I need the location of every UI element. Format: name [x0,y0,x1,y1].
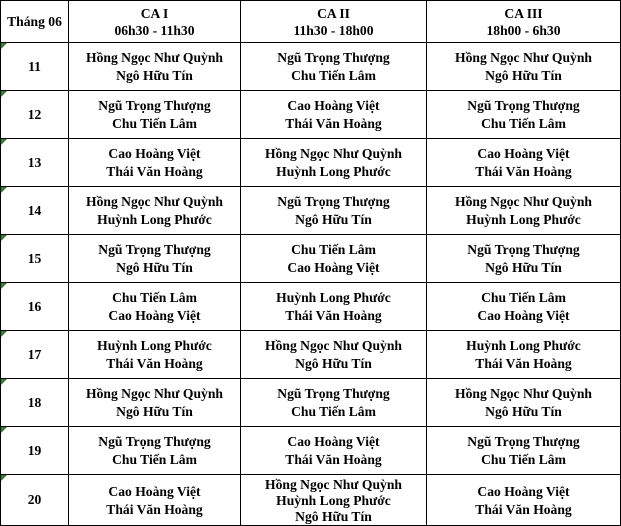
staff-list [69,385,240,421]
shift-time: 11h30 - 18h00 [293,22,374,38]
staff-name: Chu Tiến Lâm [481,115,566,131]
staff-list [241,241,426,277]
shift-cell [241,283,427,331]
shift-cell [427,91,621,139]
staff-list [241,433,426,469]
staff-name: Hồng Ngọc Như Quỳnh [265,145,402,161]
staff-list [241,49,426,85]
staff-name: Hồng Ngọc Như Quỳnh [86,193,223,209]
staff-list [69,337,240,373]
staff-name: Cao Hoàng Việt [108,307,201,323]
shift-cell [69,139,241,187]
day-cell [1,475,69,526]
shift-cell [69,475,241,526]
staff-name: Ngũ Trọng Thượng [98,241,211,257]
staff-list [69,193,240,229]
table-row [1,43,621,91]
shift-name: CA III [504,5,543,21]
staff-list [241,193,426,229]
day-cell [1,139,69,187]
staff-list [69,241,240,277]
staff-name: Ngô Hữu Tín [485,259,562,275]
staff-name: Thái Văn Hoàng [475,502,572,517]
shift-cell [69,43,241,91]
staff-name: Thái Văn Hoàng [285,451,382,467]
staff-name: Hồng Ngọc Như Quỳnh [455,49,592,65]
staff-name: Thái Văn Hoàng [285,307,382,323]
shift-cell [427,235,621,283]
staff-name: Thái Văn Hoàng [285,115,382,131]
shift-cell [69,91,241,139]
comment-marker-icon [1,379,7,385]
staff-list [69,145,240,181]
staff-name: Hồng Ngọc Như Quỳnh [455,385,592,401]
staff-name: Hồng Ngọc Như Quỳnh [86,49,223,65]
staff-list [241,337,426,373]
shift-cell [241,331,427,379]
staff-list [427,193,620,229]
comment-marker-icon [1,91,7,97]
table-row [1,475,621,526]
staff-name: Ngô Hữu Tín [485,403,562,419]
day-number: 20 [27,492,42,507]
table-row [1,139,621,187]
shift-cell [69,427,241,475]
day-number: 11 [28,58,41,74]
shift-cell [427,427,621,475]
schedule-body [1,43,621,526]
staff-name: Ngũ Trọng Thượng [98,433,211,449]
shift-cell [241,43,427,91]
shift-cell [427,331,621,379]
shift-cell [241,379,427,427]
staff-name: Chu Tiến Lâm [112,289,197,305]
shift-cell [427,475,621,526]
day-number: 13 [27,154,42,170]
staff-name: Cao Hoàng Việt [477,484,570,499]
comment-marker-icon [1,139,7,145]
comment-marker-icon [1,427,7,433]
staff-list [69,483,240,519]
staff-name: Hồng Ngọc Như Quỳnh [86,385,223,401]
staff-name: Ngũ Trọng Thượng [467,97,580,113]
staff-name: Cao Hoàng Việt [287,433,380,449]
staff-name: Ngũ Trọng Thượng [277,193,390,209]
table-row [1,427,621,475]
staff-name: Huỳnh Long Phước [276,493,391,508]
staff-name: Chu Tiến Lâm [481,451,566,467]
staff-list [427,241,620,277]
month-header: Tháng 06 [1,1,69,43]
shift-header-3 [427,1,621,43]
shift-cell [427,187,621,235]
staff-list [69,49,240,85]
staff-name: Huỳnh Long Phước [276,163,391,179]
day-number: 19 [27,442,42,458]
staff-list [241,477,426,525]
staff-name: Chu Tiến Lâm [112,115,197,131]
staff-list [427,337,620,373]
day-cell [1,235,69,283]
shift-name: CA I [140,5,169,21]
staff-name: Cao Hoàng Việt [108,145,201,161]
staff-list [427,49,620,85]
staff-list [241,145,426,181]
comment-marker-icon [1,187,7,193]
staff-name: Huỳnh Long Phước [466,337,581,353]
day-number: 17 [27,346,42,362]
staff-name: Thái Văn Hoàng [475,355,572,371]
staff-name: Ngô Hữu Tín [295,355,372,371]
comment-marker-icon [1,283,7,289]
comment-marker-icon [1,475,7,481]
shift-time: 06h30 - 11h30 [114,22,195,38]
day-cell [1,283,69,331]
shift-cell [427,139,621,187]
table-row [1,331,621,379]
staff-name: Ngô Hữu Tín [116,67,193,83]
staff-name: Huỳnh Long Phước [97,337,212,353]
shift-cell [427,283,621,331]
day-cell [1,331,69,379]
staff-list [69,97,240,133]
shift-header-1 [69,1,241,43]
staff-name: Hồng Ngọc Như Quỳnh [265,477,402,492]
shift-cell [69,235,241,283]
staff-name: Hồng Ngọc Như Quỳnh [455,193,592,209]
day-number: 14 [27,202,42,218]
staff-list [241,385,426,421]
shift-cell [241,427,427,475]
day-number: 12 [27,106,42,122]
shift-cell [69,379,241,427]
shift-cell [241,91,427,139]
staff-name: Thái Văn Hoàng [475,163,572,179]
staff-name: Ngô Hữu Tín [116,259,193,275]
staff-name: Ngô Hữu Tín [485,67,562,83]
shift-cell [427,379,621,427]
staff-name: Chu Tiến Lâm [291,67,376,83]
staff-list [427,289,620,325]
staff-name: Ngô Hữu Tín [295,509,372,524]
comment-marker-icon [1,235,7,241]
day-number: 15 [27,250,42,266]
staff-name: Huỳnh Long Phước [466,211,581,227]
comment-marker-icon [1,43,7,49]
staff-name: Cao Hoàng Việt [477,307,570,323]
shift-cell [427,43,621,91]
staff-list [427,385,620,421]
staff-list [241,97,426,133]
comment-marker-icon [1,331,7,337]
staff-name: Thái Văn Hoàng [106,502,203,517]
day-cell [1,427,69,475]
staff-name: Ngô Hữu Tín [295,211,372,227]
table-row [1,91,621,139]
staff-name: Cao Hoàng Việt [477,145,570,161]
day-number: 16 [27,298,42,314]
day-cell [1,43,69,91]
staff-name: Huỳnh Long Phước [276,289,391,305]
shift-time: 18h00 - 6h30 [486,22,561,38]
staff-name: Cao Hoàng Việt [108,484,201,499]
staff-name: Thái Văn Hoàng [106,355,203,371]
staff-name: Chu Tiến Lâm [291,403,376,419]
staff-name: Cao Hoàng Việt [287,259,380,275]
staff-name: Chu Tiến Lâm [481,289,566,305]
shift-cell [241,235,427,283]
shift-cell [241,139,427,187]
table-row [1,379,621,427]
staff-name: Ngũ Trọng Thượng [277,49,390,65]
staff-list [241,289,426,325]
staff-list [427,433,620,469]
staff-name: Ngũ Trọng Thượng [98,97,211,113]
staff-name: Ngũ Trọng Thượng [277,385,390,401]
shift-cell [69,331,241,379]
staff-name: Ngô Hữu Tín [116,403,193,419]
shift-cell [69,283,241,331]
table-row [1,235,621,283]
header-row [1,1,621,43]
shift-cell [69,187,241,235]
day-number: 18 [27,394,42,410]
day-cell [1,187,69,235]
shift-cell [241,475,427,526]
staff-name: Ngũ Trọng Thượng [467,241,580,257]
staff-name: Huỳnh Long Phước [97,211,212,227]
shift-cell [241,187,427,235]
staff-name: Ngũ Trọng Thượng [467,433,580,449]
shift-name: CA II [317,5,350,21]
staff-name: Thái Văn Hoàng [106,163,203,179]
table-row [1,187,621,235]
staff-list [427,145,620,181]
day-cell [1,379,69,427]
day-cell [1,91,69,139]
staff-list [69,433,240,469]
staff-name: Cao Hoàng Việt [287,97,380,113]
staff-name: Hồng Ngọc Như Quỳnh [265,337,402,353]
shift-header-2 [241,1,427,43]
staff-name: Chu Tiến Lâm [112,451,197,467]
staff-list [69,289,240,325]
staff-list [427,483,620,519]
staff-name: Chu Tiến Lâm [291,241,376,257]
staff-list [427,97,620,133]
table-row [1,283,621,331]
